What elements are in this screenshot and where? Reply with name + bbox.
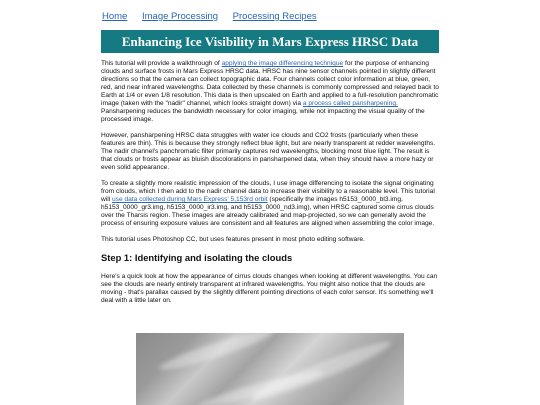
nav-link-processing-recipes[interactable]: Processing Recipes [232,11,317,22]
page-title-banner [101,30,439,53]
top-nav [102,11,329,22]
nav-link-home[interactable]: Home [102,11,128,22]
method-paragraph [101,180,439,228]
software-paragraph: This tutorial uses Photoshop CC, but uses features present in most photo editing software. [101,236,365,243]
intro-text-2: for the purpose of enhancing clouds and surface frosts in Mars Express HRSC data. HRSC has nine sensor channels pointed in slightly different directions so that the camera can collect topographic data. Four channels collect color information at blue, green, red, and near infrared wavelengths. Data collected by these channels is commonly compressed and relayed back to Earth at 1/4 or even 1/8 resolution. This data is then upscaled on Earth and applied to a full-resolution panchromatic image (taken with the "nadir" channel, which looks straight down) via [101,60,439,107]
pansharpening-paragraph: However, pansharpening HRSC data struggles with water ice clouds and CO2 frosts (particularly when these features are thin). This is because they strongly reflect blue light, but are nearly transparent at redder wavelengths. The nadir channel's panchromatic filter primarily captures red wavelengths, blocking most blue light. The result is that clouds or frosts appear as bluish discolorations in pansharpened data, when they should have a more hazy or even solid appearance. [101,132,436,171]
nav-link-image-processing[interactable]: Image Processing [141,11,219,22]
step1-paragraph: Here's a quick look at how the appearance of cirrus clouds changes when looking at different wavelengths. You can see the clouds are nearly entirely transparent at infrared wavelengths. You might also notice that the clouds are moving - that's parallax caused by the slightly different pointing directions of each color sensor. It's something we'll deal with a little later on. [101,273,438,304]
cirrus-clouds-image [136,333,404,405]
image-differencing-link[interactable]: applying the image differencing technique [221,60,344,67]
intro-text-1: This tutorial will provide a walkthrough of [101,60,222,67]
method-text-1: To create a slightly more realistic impression of the clouds, I use image differencing to isolate the signal originating from clouds, which I then add to the nadir channel data to increase their visibility to a reasonable level. This tutorial will [101,180,435,203]
intro-paragraph [101,60,439,124]
pansharpening-link[interactable]: a process called pansharpening. [302,100,398,107]
step1-heading: Step 1: Identifying and isolating the clouds [101,252,293,263]
cloud-streak [157,333,275,375]
page-title: Enhancing Ice Visibility in Mars Express HRSC Data [121,34,419,49]
method-text-2: (specifically the images h5153_0000_bl3.img, h5153_0000_gr3.img, h5153_0000_ir3.img, and h5153_0000_nd3.img), when HRSC captured some cirrus clouds over the Tharsis region. These images are already calibrated and map-projected, so we can generally avoid the process of ensuring exposure values are consistent and all features are aligned when assembling the color image. [101,196,435,227]
orbit-data-link[interactable]: use data collected during Mars Express' 5,153rd orbit [112,196,268,203]
article-content [101,60,439,313]
intro-text-3: Pansharpening reduces the bandwidth necessary for color imaging, while not impacting the visual quality of the processed image. [101,108,425,123]
